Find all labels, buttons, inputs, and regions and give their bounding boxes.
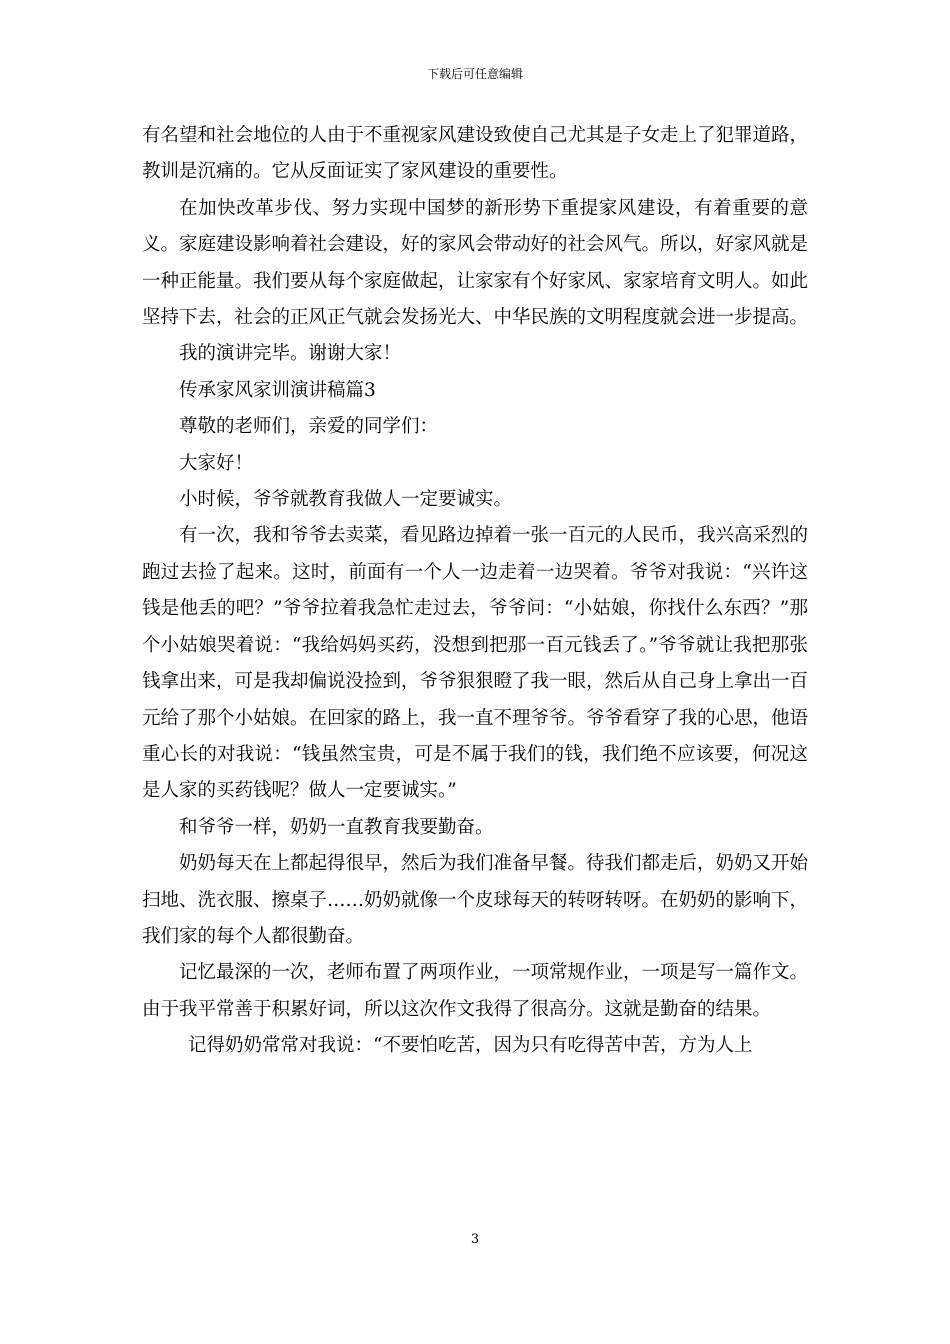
document-body bbox=[142, 118, 808, 1065]
paragraph-grandma-advice: 记得奶奶常常对我说：“不要怕吃苦，因为只有吃得苦中苦，方为人上 bbox=[188, 1035, 753, 1057]
paragraph-closing: 我的演讲完毕。谢谢大家！ bbox=[179, 343, 402, 365]
paragraph-homework-memory: 记忆最深的一次，老师布置了两项作业，一项常规作业，一项是写一篇作文。由于我平常善于积累好词，所以这次作文我得了很高分。这就是勤奋的结果。 bbox=[142, 962, 809, 1020]
paragraph-honesty-story: 有一次，我和爷爷去卖菜，看见路边掉着一张一百元的人民币，我兴高采烈的跑过去捡了起来。这时，前面有一个人一边走着一边哭着。爷爷对我说：“兴许这钱是他丢的吧？”爷爷拉着我急忙走过去，爷爷问：“小姑娘，你找什么东西？”那个小姑娘哭着说：“我给妈妈买药，没想到把那一百元钱丢了。”爷爷就让我把那张钱拿出来，可是我却偏说没捡到，爷爷狠狠瞪了我一眼，然后从自己身上拿出一百元给了那个小姑娘。在回家的路上，我一直不理爷爷。爷爷看穿了我的心思，他语重心长的对我说：“钱虽然宝贵，可是不属于我们的钱，我们绝不应该要，何况这是人家的买药钱呢？做人一定要诚实。” bbox=[142, 525, 809, 802]
paragraph-salutation: 尊敬的老师们，亲爱的同学们： bbox=[179, 416, 439, 438]
section-title: 传承家风家训演讲稿篇3 bbox=[179, 379, 376, 401]
paragraph-continuation: 有名望和社会地位的人由于不重视家风建设致使自己尤其是子女走上了犯罪道路，教训是沉痛的。它从反面证实了家风建设的重要性。 bbox=[142, 125, 809, 183]
paragraph-greeting: 大家好！ bbox=[179, 452, 254, 474]
page-header: 下载后可任意编辑 bbox=[426, 67, 523, 81]
paragraph-grandma-routine: 奶奶每天在上都起得很早，然后为我们准备早餐。待我们都走后，奶奶又开始扫地、洗衣服、擦桌子……奶奶就像一个皮球每天的转呀转呀。在奶奶的影响下，我们家的每个人都很勤奋。 bbox=[142, 853, 809, 947]
paragraph-diligence-intro: 和爷爷一样，奶奶一直教育我要勤奋。 bbox=[179, 816, 494, 838]
paragraph-family-values: 在加快改革步伐、努力实现中国梦的新形势下重提家风建设，有着重要的意义。家庭建设影响着社会建设，好的家风会带动好的社会风气。所以，好家风就是一种正能量。我们要从每个家庭做起，让家家有个好家风、家家培育文明人。如此坚持下去，社会的正风正气就会发扬光大、中华民族的文明程度就会进一步提高。 bbox=[142, 197, 809, 329]
page-number: 3 bbox=[470, 1232, 480, 1247]
paragraph-honesty-intro: 小时候，爷爷就教育我做人一定要诚实。 bbox=[179, 489, 513, 511]
